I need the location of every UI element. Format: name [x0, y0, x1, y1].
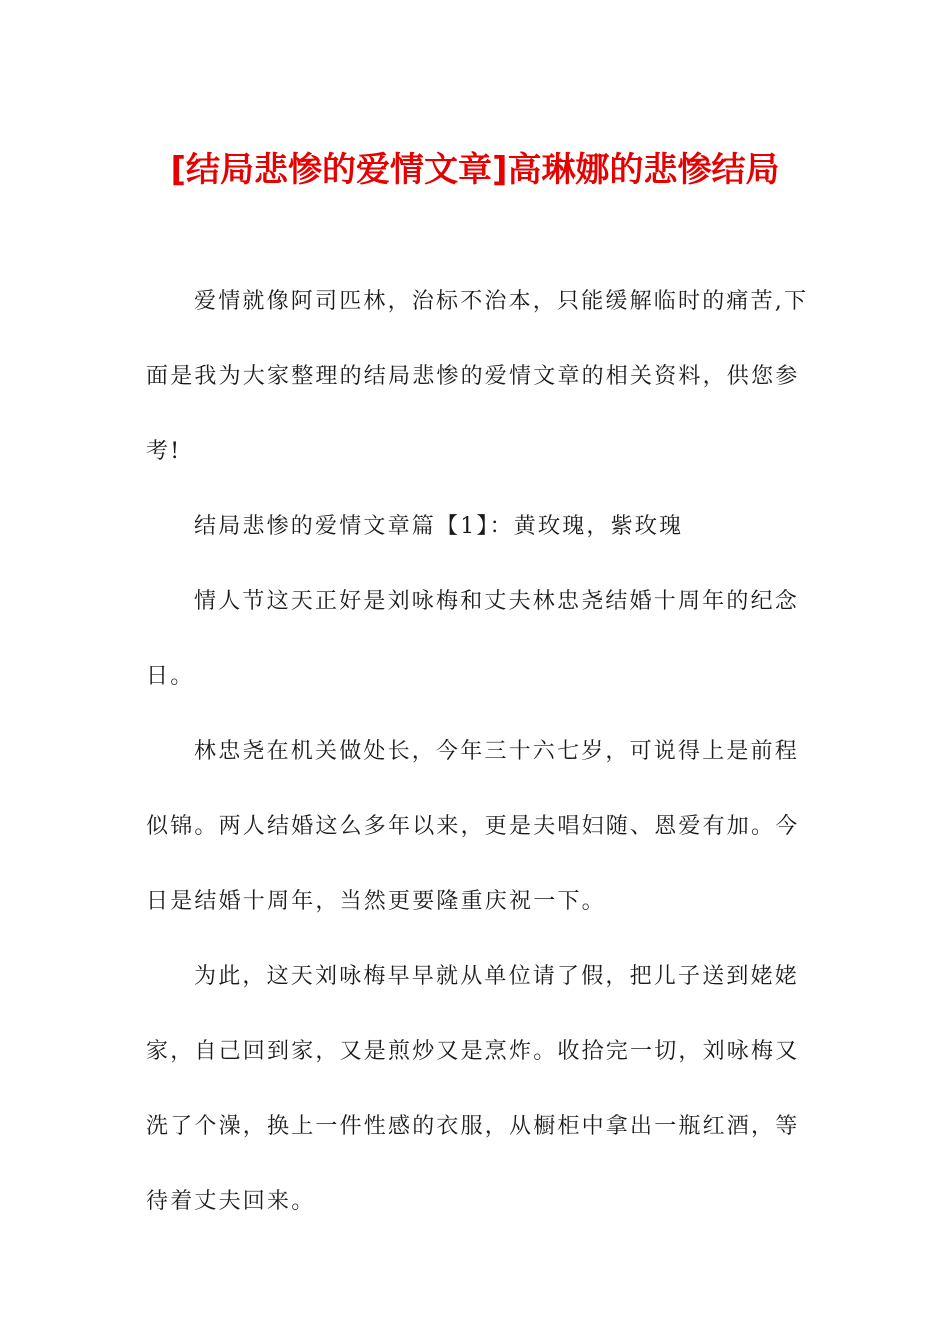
body-line: 考! — [146, 439, 182, 464]
body-line: 为此，这天刘咏梅早早就从单位请了假，把儿子送到姥姥 — [194, 964, 800, 989]
body-line: 日是结婚十周年，当然更要隆重庆祝一下。 — [146, 889, 606, 914]
section-heading: 结局悲惨的爱情文章篇【1】：黄玫瑰，紫玫瑰 — [194, 514, 684, 539]
body-line: 爱情就像阿司匹林，治标不治本，只能缓解临时的痛苦,下 — [194, 289, 809, 314]
article-body — [146, 264, 809, 1239]
body-line: 待着丈夫回来。 — [146, 1189, 316, 1214]
body-line: 日。 — [146, 664, 195, 689]
body-line: 面是我为大家整理的结局悲惨的爱情文章的相关资料，供您参 — [146, 364, 800, 389]
body-line: 家，自己回到家，又是煎炒又是烹炸。收拾完一切，刘咏梅又 — [146, 1039, 800, 1064]
body-line: 林忠尧在机关做处长，今年三十六七岁，可说得上是前程 — [194, 739, 800, 764]
body-line: 情人节这天正好是刘咏梅和丈夫林忠尧结婚十周年的纪念 — [194, 589, 800, 614]
body-line: 洗了个澡，换上一件性感的衣服，从橱柜中拿出一瓶红酒，等 — [146, 1114, 800, 1139]
document-title: [结局悲惨的爱情文章]高琳娜的悲惨结局 — [170, 150, 780, 190]
body-line: 似锦。两人结婚这么多年以来，更是夫唱妇随、恩爱有加。今 — [146, 814, 800, 839]
